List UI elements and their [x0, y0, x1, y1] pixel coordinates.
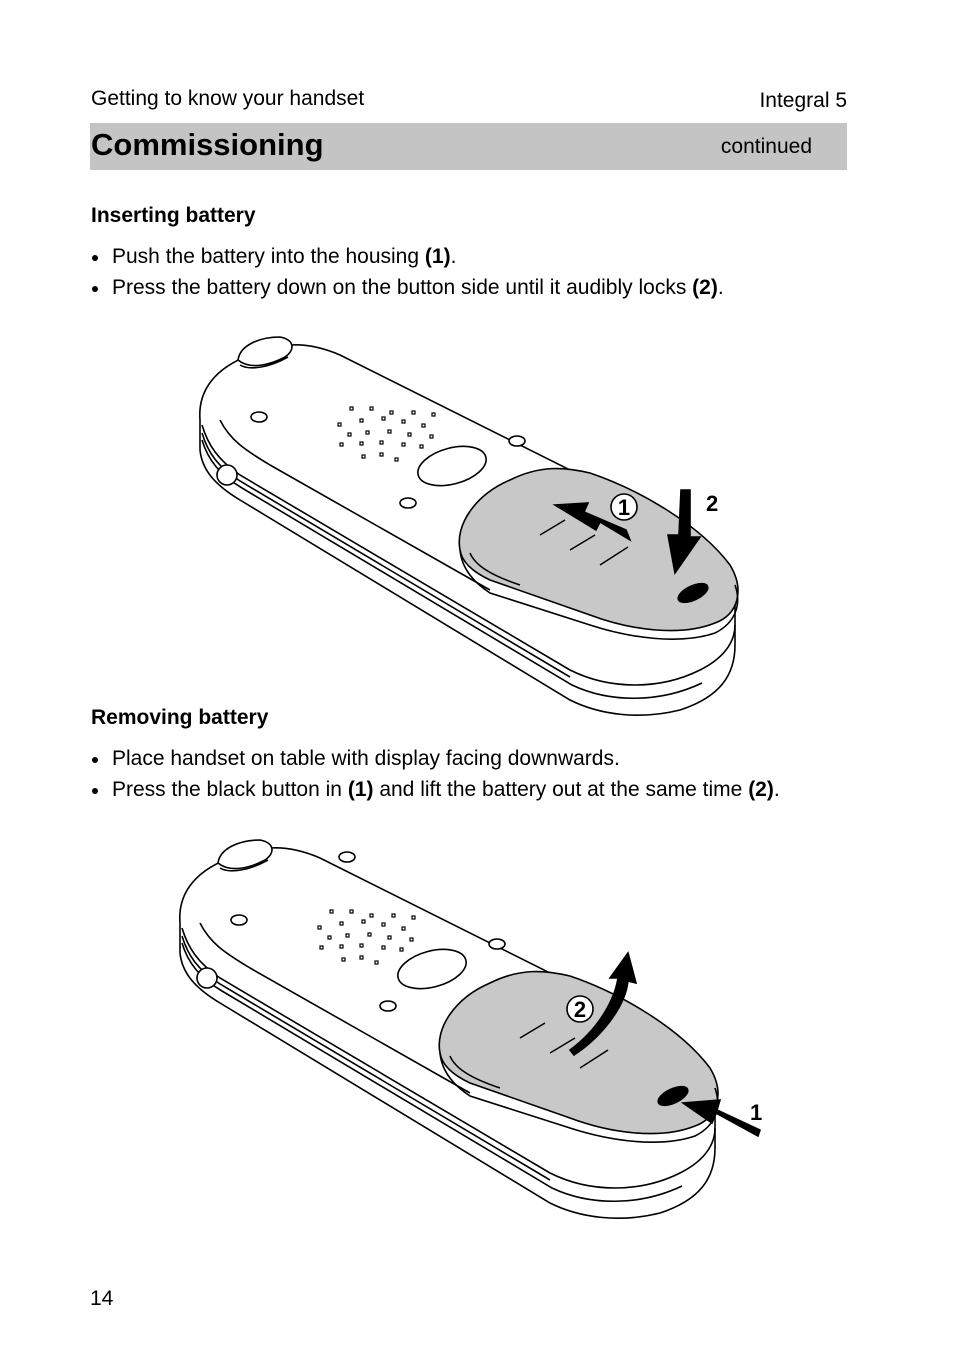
- side-jack: [197, 968, 217, 988]
- inserting-battery-heading: Inserting battery: [91, 204, 256, 227]
- page-number: 14: [90, 1287, 114, 1310]
- list-item: Place handset on table with display facing downwards.: [90, 746, 780, 777]
- step-label-2: 2: [573, 997, 587, 1022]
- side-jack: [217, 465, 237, 485]
- title-bar: [90, 123, 847, 170]
- hole: [231, 915, 247, 925]
- hole: [251, 412, 267, 422]
- hole: [400, 498, 416, 508]
- hole: [380, 1001, 396, 1011]
- removing-battery-heading: Removing battery: [91, 706, 269, 729]
- page-title: Commissioning: [91, 127, 324, 162]
- hole: [489, 939, 505, 949]
- list-item: Press the black button in (1) and lift the battery out at the same time (2).: [90, 777, 780, 808]
- continued-label: continued: [720, 135, 812, 158]
- list-item: Push the battery into the housing (1).: [90, 244, 724, 275]
- list-item: Press the battery down on the button side until it audibly locks (2).: [90, 275, 724, 306]
- header-product-name: Integral 5: [759, 89, 847, 112]
- inserting-battery-illustration: [190, 325, 750, 720]
- removing-steps-list: [90, 746, 780, 808]
- header-section-title: Getting to know your handset: [91, 87, 365, 110]
- step-label-1: 1: [617, 495, 631, 520]
- hole: [339, 852, 355, 862]
- step-label-2: 2: [706, 491, 719, 516]
- inserting-steps-list: [90, 244, 724, 306]
- removing-battery-illustration: [170, 828, 770, 1223]
- step-label-1: 1: [750, 1100, 763, 1125]
- hole: [509, 436, 525, 446]
